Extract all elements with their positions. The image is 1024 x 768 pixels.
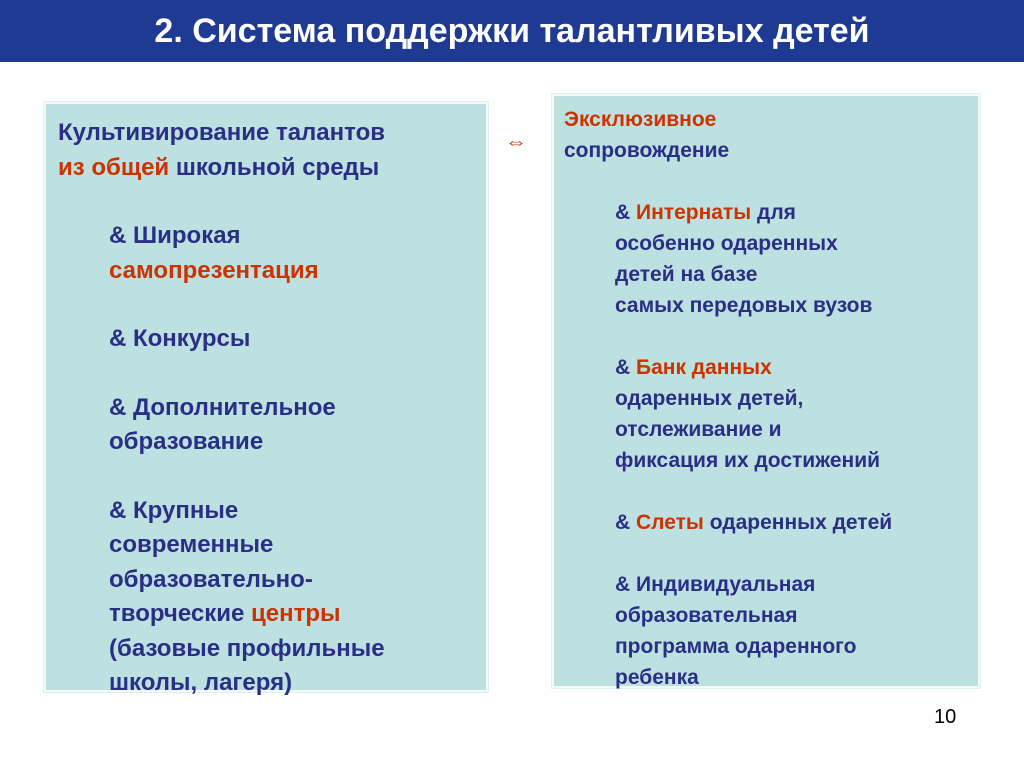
left-heading [58, 116, 474, 185]
item-text: & Дополнительное [109, 393, 336, 421]
item-text: особенно одаренных [615, 232, 838, 255]
item-highlight: Банк данных [636, 356, 772, 379]
left-item-contests [109, 322, 474, 357]
item-highlight: самопрезентация [109, 256, 319, 284]
item-text: творческие [109, 600, 252, 627]
item-text: образование [109, 428, 264, 455]
item-text: современные [109, 531, 274, 558]
item-text: фиксация их достижений [615, 449, 881, 472]
item-text: & Крупные [109, 496, 239, 524]
item-text: детей на базе [615, 263, 758, 286]
item-text: школы, лагеря) [109, 669, 293, 696]
item-text: & Индивидуальная [615, 573, 816, 596]
left-heading-line1: Культивирование талантов [58, 119, 385, 146]
right-item-individual-program [615, 569, 968, 693]
page-number: 10 [934, 706, 957, 728]
item-text: самых передовых вузов [615, 294, 873, 317]
right-panel [552, 94, 980, 688]
slide-title: 2. Система поддержки талантливых детей [0, 0, 1024, 62]
item-text: (базовые профильные [109, 634, 385, 662]
right-heading-red: Эксклюзивное [564, 108, 717, 131]
item-text: одаренных детей, [615, 387, 804, 410]
item-highlight: Интернаты [636, 201, 752, 224]
item-text: одаренных детей [703, 511, 893, 534]
left-item-centers [109, 494, 474, 701]
left-panel [44, 102, 488, 696]
item-text: & Широкая [109, 222, 241, 249]
double-arrow-icon: ⇔ [505, 129, 527, 154]
item-text: отслеживание и [615, 418, 782, 441]
item-text: программа одаренного [615, 635, 857, 658]
item-text: образовательно- [109, 565, 313, 593]
item-text: ребенка [615, 666, 699, 689]
left-item-self-presentation [109, 219, 474, 288]
left-heading-rest: школьной среды [169, 153, 380, 181]
item-highlight: Слеты [636, 511, 704, 534]
item-text: образовательная [615, 604, 798, 627]
right-heading-rest: сопровождение [564, 139, 730, 162]
item-text: & Конкурсы [109, 325, 251, 352]
item-text: & [615, 356, 636, 379]
item-highlight: центры [251, 600, 341, 627]
right-item-gatherings [615, 507, 968, 538]
left-heading-red: из общей [58, 153, 170, 181]
right-item-boarding-schools [615, 197, 968, 321]
left-item-additional-education [109, 391, 474, 460]
right-item-data-bank [615, 352, 968, 476]
item-text: & [615, 201, 636, 224]
item-text: & [615, 511, 636, 534]
item-text: для [751, 201, 796, 224]
right-heading [564, 104, 968, 166]
